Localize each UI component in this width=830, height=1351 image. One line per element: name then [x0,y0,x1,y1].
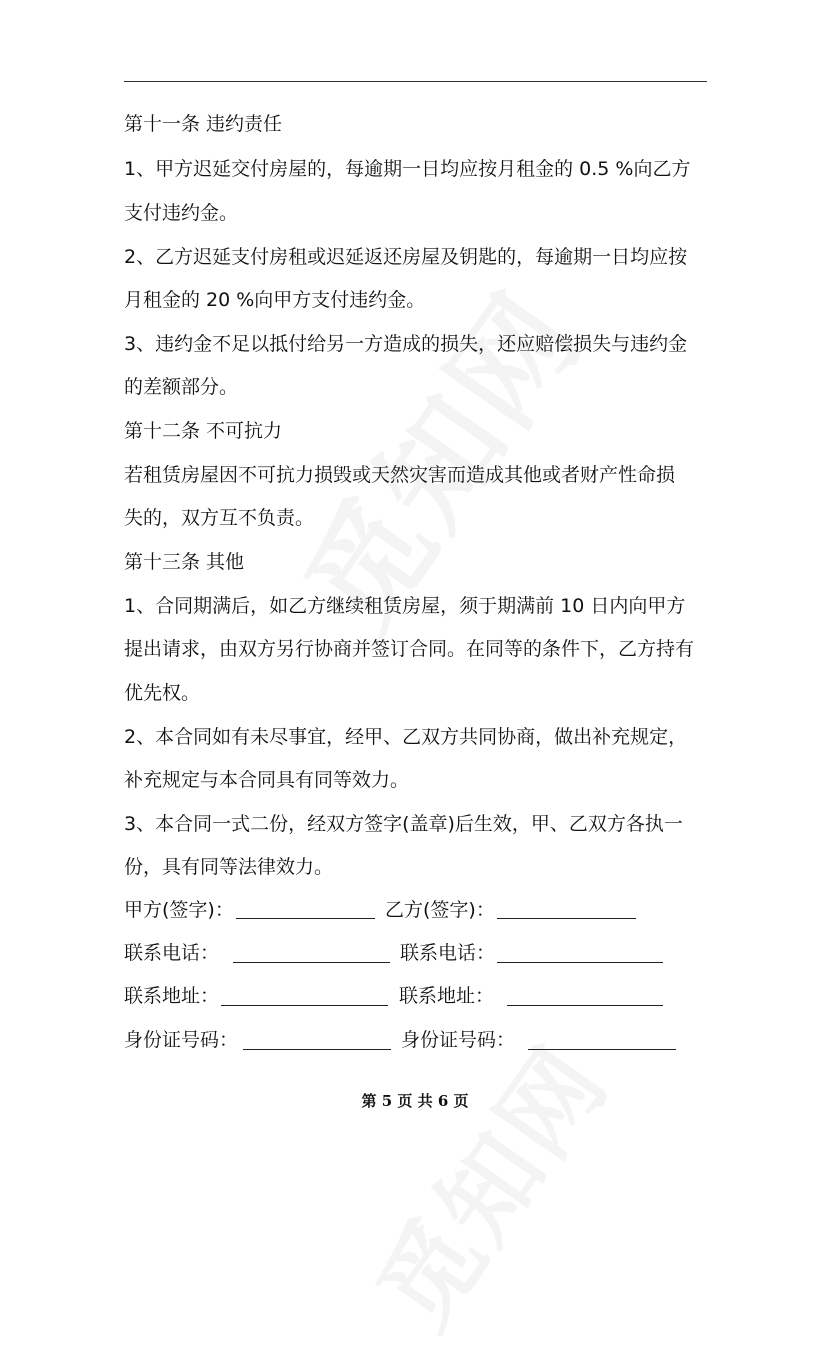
party-b-address-label: 联系地址： [399,985,495,1007]
party-a-phone-blank[interactable] [233,962,390,963]
article-13-clause-1-line-1: 1、合同期满后，如乙方继续租赁房屋，须于期满前 10 日内向甲方 [124,595,686,617]
party-a-id-label: 身份证号码： [124,1029,239,1051]
article-12-heading: 第十二条 不可抗力 [124,420,283,442]
article-11-heading: 第十一条 违约责任 [124,113,283,135]
article-13-clause-1-line-2: 提出请求，由双方另行协商并签订合同。在同等的条件下，乙方持有 [124,638,695,660]
article-13-clause-1-line-3: 优先权。 [124,682,201,704]
party-b-phone-label: 联系电话： [400,942,496,964]
article-11-clause-3-line-1: 3、违约金不足以抵付给另一方造成的损失，还应赔偿损失与违约金 [124,333,688,355]
party-a-address-blank[interactable] [221,1005,388,1006]
party-a-address-label: 联系地址： [124,985,220,1007]
party-a-phone-label: 联系电话： [124,942,220,964]
party-b-sign-blank[interactable] [497,918,636,919]
party-b-phone-blank[interactable] [497,962,663,963]
header-rule [124,81,707,82]
page-indicator: 第 5 页 共 6 页 [361,1092,469,1110]
article-11-clause-3-line-2: 的差额部分。 [124,376,239,398]
watermark-lower [338,1013,635,1351]
article-13-clause-3-line-1: 3、本合同一式二份，经双方签字(盖章)后生效，甲、乙双方各执一 [124,813,683,835]
party-a-sign-blank[interactable] [236,918,375,919]
party-a-id-blank[interactable] [243,1049,391,1050]
party-b-sign-label: 乙方(签字)： [385,899,495,921]
article-13-clause-2-line-2: 补充规定与本合同具有同等效力。 [124,769,410,791]
article-11-clause-1-line-1: 1、甲方迟延交付房屋的，每逾期一日均应按月租金的 0.5 %向乙方 [124,158,691,180]
party-a-sign-label: 甲方(签字)： [124,899,234,921]
article-12-text-line-1: 若租赁房屋因不可抗力损毁或天然灾害而造成其他或者财产性命损 [124,464,676,486]
article-12-text-line-2: 失的，双方互不负责。 [124,507,315,529]
article-11-clause-1-line-2: 支付违约金。 [124,202,239,224]
article-13-clause-2-line-1: 2、本合同如有未尽事宜，经甲、乙双方共同协商，做出补充规定， [124,726,688,748]
article-13-heading: 第十三条 其他 [124,551,245,573]
party-b-id-blank[interactable] [528,1049,676,1050]
article-13-clause-3-line-2: 份，具有同等法律效力。 [124,856,334,878]
party-b-id-label: 身份证号码： [401,1029,516,1051]
article-11-clause-2-line-2: 月租金的 20 %向甲方支付违约金。 [124,289,426,311]
party-b-address-blank[interactable] [507,1005,663,1006]
article-11-clause-2-line-1: 2、乙方迟延支付房租或迟延返还房屋及钥匙的，每逾期一日均应按 [124,246,688,268]
